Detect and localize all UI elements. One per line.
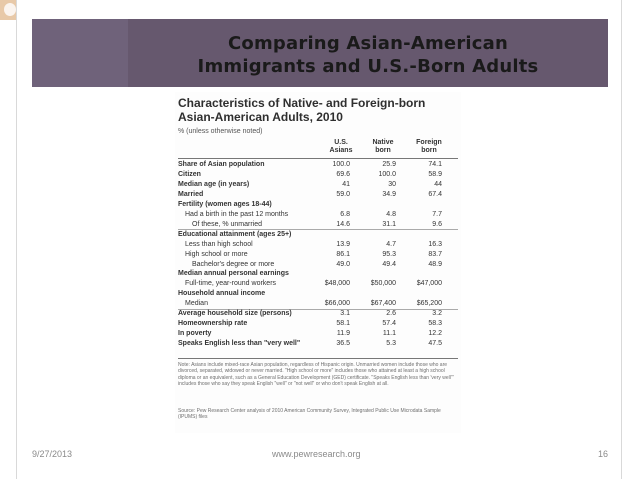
row-value: 31.1	[382, 220, 396, 228]
row-value: $50,000	[370, 280, 396, 288]
row-value: 25.9	[382, 161, 396, 168]
row-value: 74.1	[428, 161, 442, 168]
row-value: 6.8	[340, 210, 350, 218]
column-header-us-asians: U.S. Asians	[329, 139, 353, 154]
slide-title-line1: Comparing Asian-American	[228, 33, 508, 54]
row-label: Median age (in years)	[178, 180, 250, 188]
row-value: 57.4	[382, 320, 396, 328]
row-label: Citizen	[178, 170, 201, 178]
table-source: Source: Pew Research Center analysis of 2010 American Community Survey, Integrated Public Use Microdata Sample (IPUMS) files	[178, 408, 441, 421]
footer-date: 9/27/2013	[32, 449, 73, 459]
row-label: High school or more	[185, 250, 248, 258]
table-title-line1: Characteristics of Native- and Foreign-born	[178, 96, 426, 110]
row-label: Speaks English less than "very well"	[178, 340, 301, 348]
table-row	[178, 260, 458, 269]
table-row	[178, 160, 458, 169]
row-label: Educational attainment (ages 25+)	[178, 230, 292, 238]
title-accent	[32, 19, 128, 87]
row-value: 4.7	[386, 240, 396, 248]
title-bar	[32, 19, 608, 87]
row-label: Bachelor's degree or more	[192, 260, 275, 268]
row-label: Married	[178, 190, 204, 198]
table-row	[178, 269, 458, 278]
column-header-native-born: Native born	[372, 139, 394, 154]
row-value: 14.6	[336, 220, 350, 228]
table-image	[175, 92, 461, 433]
row-value: 30	[388, 180, 396, 188]
column-header-foreign-born: Foreign born	[416, 139, 442, 154]
row-value: $48,000	[324, 280, 350, 288]
row-value: 59.0	[336, 190, 350, 198]
row-value: 58.3	[428, 320, 442, 328]
row-value: $65,200	[416, 300, 442, 308]
row-value: 58.1	[336, 320, 350, 328]
row-label: Median	[185, 300, 208, 308]
row-value: 4.8	[386, 210, 396, 218]
row-value: 49.0	[336, 260, 350, 268]
row-value: 100.0	[332, 161, 350, 168]
row-value: 16.3	[428, 240, 442, 248]
row-label: Had a birth in the past 12 months	[185, 210, 289, 218]
row-label: Homeownership rate	[178, 320, 248, 328]
table-row	[178, 220, 458, 229]
table-row	[178, 339, 458, 348]
row-value: 12.2	[428, 330, 442, 338]
row-value: 7.7	[432, 210, 442, 218]
row-value: 5.3	[386, 340, 396, 348]
table-row	[178, 180, 458, 189]
table-row	[178, 329, 458, 338]
row-label: Full-time, year-round workers	[185, 280, 277, 288]
row-label: Share of Asian population	[178, 161, 265, 168]
table-row	[178, 210, 458, 219]
row-value: 58.9	[428, 170, 442, 178]
table-row	[178, 230, 458, 239]
row-value: 67.4	[428, 190, 442, 198]
table-subtitle: % (unless otherwise noted)	[178, 128, 263, 135]
table-row	[178, 279, 458, 288]
row-value: $67,400	[370, 300, 396, 308]
row-label: Fertility (women ages 18-44)	[178, 200, 272, 208]
row-value: 13.9	[336, 240, 350, 248]
logo-icon	[4, 3, 16, 16]
slide-title	[128, 32, 608, 78]
row-value: 48.9	[428, 260, 442, 268]
row-value: $47,000	[416, 280, 442, 288]
row-value: 11.9	[336, 330, 350, 338]
row-label: In poverty	[178, 330, 212, 338]
table-rule-top	[178, 158, 458, 159]
row-value: 9.6	[432, 220, 442, 228]
table-title	[178, 96, 458, 124]
table-row	[178, 289, 458, 298]
row-value: 3.2	[432, 310, 442, 318]
table-notes: Note: Asians include mixed-race Asian population, regardless of Hispanic origin. Unmarried women include those who are divorced, separated, widowed or never married. "High school or more" includes those who attained at least a high school diploma or an equivalent, such as a General Education Development (GED) certificate. "Speaks English less than 'very well'" includes those who say they speak English "well" or "not well" or who don't speak English at all.	[178, 362, 454, 388]
row-value: 3.1	[340, 310, 350, 318]
table-title-line2: Asian-American Adults, 2010	[178, 110, 343, 124]
table-row	[178, 170, 458, 179]
row-label: Less than high school	[185, 240, 253, 248]
row-value: $66,000	[324, 300, 350, 308]
row-value: 11.1	[382, 330, 396, 338]
row-value: 100.0	[378, 170, 396, 178]
table-row	[178, 309, 458, 318]
row-value: 86.1	[336, 250, 350, 258]
table-rule-bottom	[178, 358, 458, 359]
slide-title-line2: Immigrants and U.S.-Born Adults	[197, 56, 539, 77]
footer-page-number: 16	[597, 449, 608, 459]
table-row	[178, 250, 458, 259]
row-value: 34.9	[382, 190, 396, 198]
table-row	[178, 190, 458, 199]
row-value: 83.7	[428, 250, 442, 258]
row-label: Household annual income	[178, 290, 266, 298]
row-value: 69.6	[336, 170, 350, 178]
row-value: 44	[434, 180, 442, 188]
row-label: Of these, % unmarried	[192, 220, 263, 228]
row-value: 36.5	[336, 340, 350, 348]
table-row	[178, 299, 458, 308]
row-label: Average household size (persons)	[178, 310, 292, 318]
table-row	[178, 319, 458, 328]
row-value: 41	[342, 180, 350, 188]
row-value: 47.5	[428, 340, 442, 348]
footer-url: www.pewresearch.org	[272, 449, 361, 459]
row-value: 95.3	[382, 250, 396, 258]
table-row	[178, 240, 458, 249]
row-label: Median annual personal earnings	[178, 270, 289, 278]
row-value: 2.6	[386, 310, 396, 318]
row-value: 49.4	[382, 260, 396, 268]
slide-footer	[32, 447, 608, 463]
table-row	[178, 200, 458, 209]
